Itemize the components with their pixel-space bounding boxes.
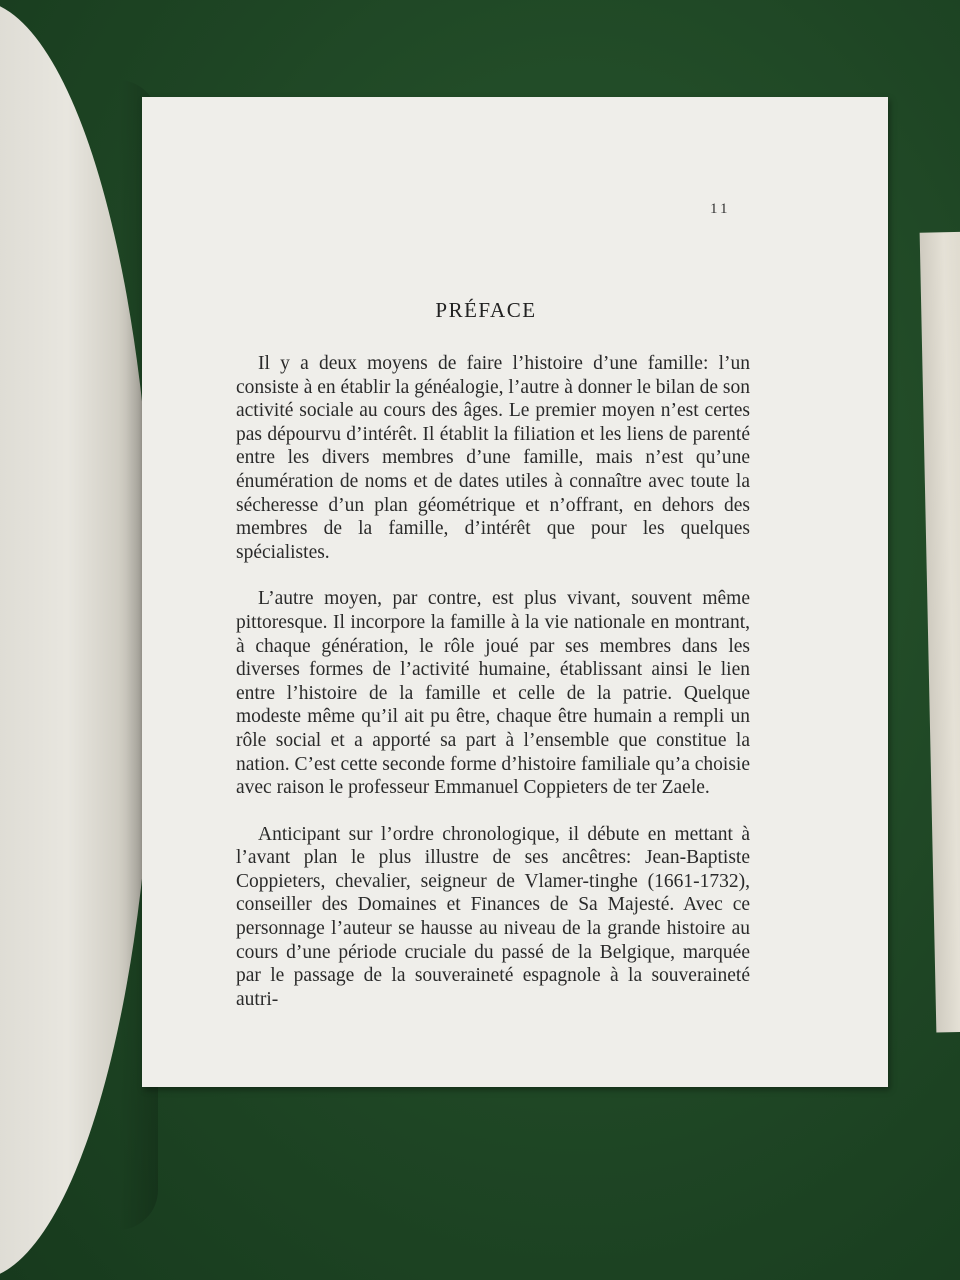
- preface-body: [236, 352, 750, 1011]
- adjacent-book-edge: [920, 231, 960, 1032]
- paragraph-2: L’autre moyen, par contre, est plus vivant, souvent même pittoresque. Il incorpore la famille à la vie nationale en montrant, à chaque génération, le rôle joué par ses membres dans les diverses formes de l’activité humaine, établissant ainsi le lien entre l’histoire de la famille et celle de la patrie. Quelque modeste même qu’il ait pu être, chaque être humain a rempli un rôle social et a apporté sa part à l’ensemble que constitue la nation. C’est cette seconde forme d’histoire familiale qu’a choisie avec raison le professeur Emmanuel Coppieters de ter Zaele.: [236, 588, 750, 799]
- paragraph-1: Il y a deux moyens de faire l’histoire d’une famille: l’un consiste à en établir la généalogie, l’autre à donner le bilan de son activité sociale au cours des âges. Le premier moyen n’est certes pas dépourvu d’intérêt. Il établit la filiation et les liens de parenté entre les divers membres d’une famille, mais n’est qu’une énumération de noms et de dates utiles à connaître avec toute la sécheresse d’un plan géométrique et n’offrant, en dehors des membres de la famille, d’intérêt que pour les quelques spécialistes.: [236, 353, 750, 563]
- page-number: 11: [710, 201, 731, 217]
- paragraph-3: Anticipant sur l’ordre chronologique, il débute en mettant à l’avant plan le plus illustre de ses ancêtres: Jean-Baptiste Coppieters, chevalier, seigneur de Vlamer-tinghe (1661-1732), conseiller des Domaines et Finances de Sa Majesté. Avec ce personnage l’auteur se hausse au niveau de la grande histoire au cours d’une période cruciale du passé de la Belgique, marquée par le passage de la souveraineté espagnole à la souveraineté autri-: [236, 823, 750, 1010]
- page-title: PRÉFACE: [435, 298, 537, 322]
